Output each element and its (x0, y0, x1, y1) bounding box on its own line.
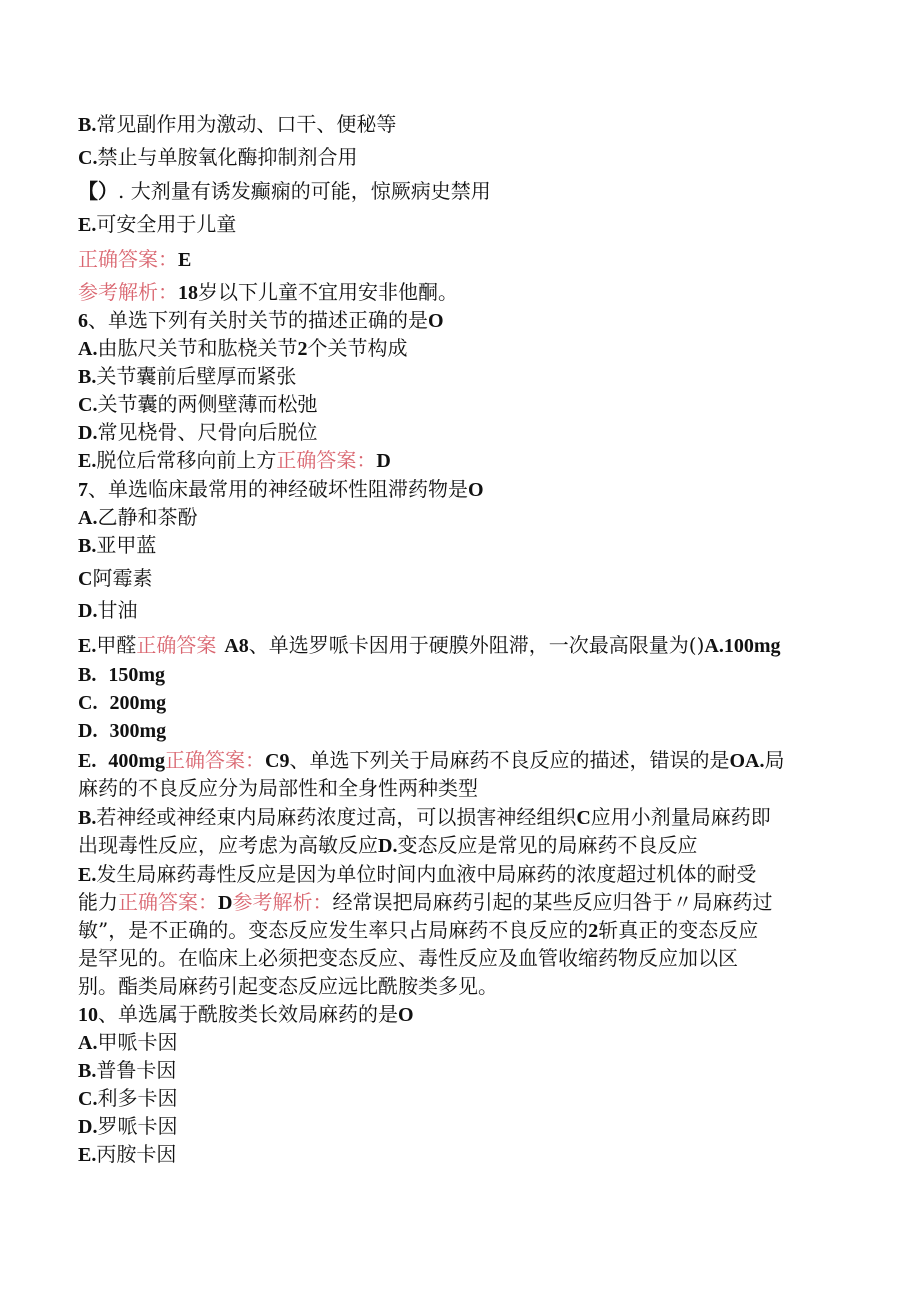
question-number: 6 (78, 310, 88, 332)
option-text: 关节囊的两侧壁薄而松弛 (97, 392, 318, 416)
option-line (78, 689, 166, 716)
option-line (78, 1029, 177, 1056)
option-letter: A. (78, 338, 98, 360)
analysis-number: 2 (588, 920, 599, 942)
option-letter: C. (78, 394, 98, 416)
question-blank: O (428, 310, 444, 332)
option-letter: E. (78, 635, 97, 657)
question-number: 7 (78, 479, 88, 501)
option-line (78, 504, 197, 531)
analysis-label: 参考解析： (78, 280, 178, 304)
option-text: 变态反应是常见的局麻药不良反应 (397, 833, 698, 857)
option-text: 阿霉素 (92, 566, 153, 590)
option-line (78, 447, 391, 474)
option-line (78, 419, 317, 446)
option-line (78, 144, 357, 171)
option-line (78, 178, 491, 205)
option-line (78, 211, 236, 238)
option-line (78, 661, 165, 688)
question-blank: O (729, 750, 746, 772)
option-text: 丙胺卡因 (96, 1142, 177, 1166)
option-line (78, 804, 771, 831)
mixed-line (78, 632, 781, 659)
option-letter: B. (78, 1060, 97, 1082)
option-line (78, 717, 166, 744)
option-text: 甲醛 (96, 633, 137, 657)
analysis-text: 敏”，是不正确的。变态反应发生率只占局麻药不良反应的 (78, 918, 589, 942)
option-letter: E. (78, 864, 97, 886)
question-blank: O (398, 1004, 414, 1026)
option-line (78, 532, 156, 559)
option-letter: A. (745, 750, 765, 772)
question-text: 、单选属于酰胺类长效局麻药的是 (98, 1002, 398, 1026)
option-letter: 【） (78, 181, 118, 203)
option-text: 能力 (78, 890, 118, 914)
option-letter: E. (78, 214, 97, 236)
option-line (78, 832, 697, 859)
option-text: 甘油 (97, 598, 138, 622)
answer-value: E (178, 249, 192, 271)
option-text: 若神经或神经束内局麻药浓度过高，可以损害神经组织 (96, 805, 577, 829)
option-letter: B. (78, 807, 97, 829)
option-letter: D. (78, 600, 98, 622)
option-text: 常见副作用为激动、口干、便秘等 (96, 112, 397, 136)
option-text: 发生局麻药毒性反应是因为单位时间内血液中局麻药的浓度超过机体的耐受 (96, 862, 757, 886)
option-letter: C (78, 568, 93, 590)
option-line (78, 391, 317, 418)
option-text: 脱位后常移向前上方 (96, 448, 277, 472)
option-line (78, 861, 756, 888)
option-text: 普鲁卡因 (96, 1058, 177, 1082)
option-line (78, 775, 478, 801)
analysis-line (78, 279, 458, 306)
option-value: 300mg (109, 720, 167, 742)
answer-value: C (265, 750, 280, 772)
option-line (78, 111, 396, 138)
option-text: 由肱尺关节和肱桡关节 (97, 336, 298, 360)
question-text: 、单选临床最常用的神经破坏性阻滞药物是 (88, 477, 468, 501)
answer-label: 正确答案： (118, 890, 218, 914)
analysis-text: 别。酯类局麻药引起变态反应远比酰胺类多见。 (78, 974, 498, 998)
option-text: . 大剂量有诱发癫痫的可能，惊厥病史禁用 (118, 179, 491, 203)
option-value: 200mg (109, 692, 167, 714)
option-letter: D. (78, 720, 98, 742)
option-text: 出现毒性反应，应考虑为高敏反应 (78, 833, 378, 857)
option-line (78, 1113, 177, 1140)
answer-value: A (224, 635, 239, 657)
analysis-line (78, 973, 498, 999)
option-value: 400mg (108, 750, 166, 772)
answer-label: 正确答案： (78, 247, 178, 271)
question-number: 9 (279, 750, 290, 772)
option-value: 100mg (723, 635, 781, 657)
option-text: 乙静和茶酚 (97, 505, 198, 529)
analysis-number: 18 (178, 282, 198, 304)
answer-value: D (376, 450, 391, 472)
option-letter: C. (78, 1088, 98, 1110)
answer-value: D (218, 892, 233, 914)
answer-label: 正确答案： (165, 748, 266, 772)
option-text: 局 (764, 748, 785, 772)
mixed-line (78, 747, 784, 774)
option-text: 关节囊前后壁厚而紧张 (96, 364, 297, 388)
option-text: 应用小剂量局麻药即 (590, 805, 771, 829)
option-letter: B. (78, 114, 97, 136)
option-text: 利多卡因 (97, 1086, 178, 1110)
option-letter: E. (78, 450, 97, 472)
answer-label: 正确答案 (136, 633, 217, 657)
analysis-text: 岁以下儿童不宜用安非他酮。 (198, 280, 458, 304)
answer-line (78, 246, 191, 273)
analysis-text: 是罕见的。在临床上必须把变态反应、毒性反应及血管收缩药物反应加以区 (78, 946, 738, 970)
option-text: 常见桡骨、尺骨向后脱位 (97, 420, 318, 444)
option-text: 亚甲蓝 (96, 533, 157, 557)
option-value: 150mg (108, 664, 166, 686)
question-text: 、单选下列有关肘关节的描述正确的是 (88, 308, 428, 332)
option-letter: A. (704, 635, 724, 657)
question-stem (78, 1001, 414, 1028)
option-text: 罗哌卡因 (97, 1114, 178, 1138)
question-text: 、单选罗哌卡因用于硬膜外阻滞，一次最高限量为 (248, 633, 689, 657)
option-letter: D. (78, 1116, 98, 1138)
option-letter: C. (78, 147, 98, 169)
analysis-line (78, 917, 758, 944)
question-stem (78, 307, 444, 334)
option-number: 2 (297, 338, 308, 360)
option-letter: D. (78, 422, 98, 444)
option-line (78, 335, 407, 362)
option-letter: B. (78, 366, 97, 388)
option-line (78, 565, 152, 592)
question-number: 8 (238, 635, 249, 657)
option-letter: A. (78, 507, 98, 529)
option-letter: D. (378, 835, 398, 857)
question-stem (78, 476, 484, 503)
option-letter: C (576, 807, 591, 829)
option-text: 可安全用于儿童 (96, 212, 237, 236)
question-text: 、单选下列关于局麻药不良反应的描述，错误的是 (289, 748, 730, 772)
option-letter: B. (78, 664, 97, 686)
option-text-tail: 个关节构成 (307, 336, 408, 360)
option-letter: A. (78, 1032, 98, 1054)
option-line (78, 1141, 176, 1168)
answer-label: 正确答案： (276, 448, 377, 472)
option-letter: E. (78, 750, 97, 772)
option-letter: B. (78, 535, 97, 557)
option-line (78, 597, 137, 624)
analysis-text: 斩真正的变态反应 (598, 918, 759, 942)
question-blank: O (468, 479, 484, 501)
option-line (78, 1085, 177, 1112)
option-line (78, 363, 296, 390)
mixed-line (78, 889, 772, 916)
question-number: 10 (78, 1004, 98, 1026)
option-text: 禁止与单胺氧化酶抑制剂合用 (97, 145, 358, 169)
analysis-text: 经常误把局麻药引起的某些反应归咎于〃局麻药过 (332, 890, 773, 914)
option-text: 甲哌卡因 (97, 1030, 178, 1054)
option-line (78, 1057, 176, 1084)
option-letter: C. (78, 692, 98, 714)
option-letter: E. (78, 1144, 97, 1166)
option-text: 麻药的不良反应分为局部性和全身性两种类型 (78, 776, 478, 800)
question-blank: () (688, 633, 705, 657)
analysis-line (78, 945, 738, 971)
analysis-label: 参考解析： (232, 890, 333, 914)
